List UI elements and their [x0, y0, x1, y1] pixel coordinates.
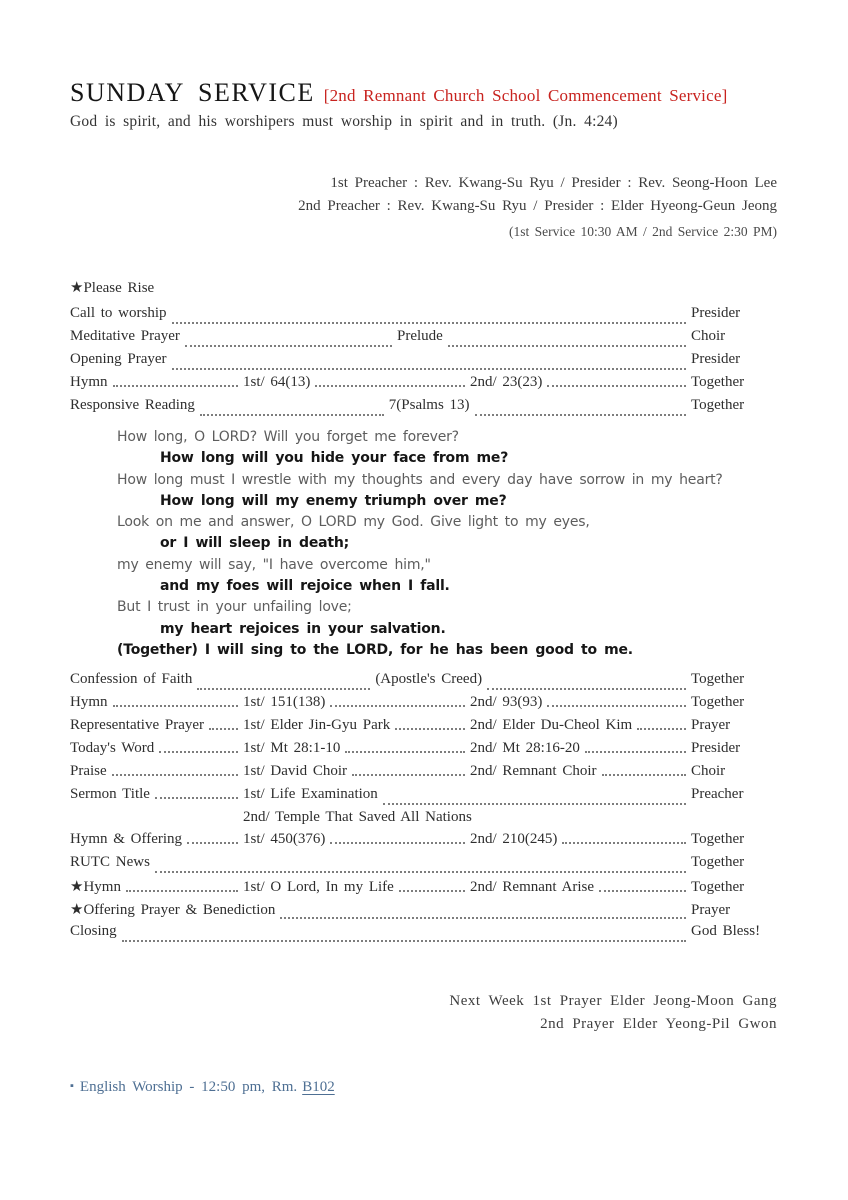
responsive-reading-text — [117, 427, 777, 661]
order-row-hymn-1 — [70, 374, 777, 397]
dot-leader — [172, 368, 686, 370]
order-first-service-detail: 1st/ Elder Jin-Gyu Park — [243, 717, 391, 734]
order-assignee: Together — [691, 694, 745, 711]
dot-leader — [155, 797, 238, 799]
order-first-service-detail: 1st/ Life Examination — [243, 786, 378, 803]
page-title: SUNDAY SERVICE — [70, 78, 315, 107]
dot-leader — [330, 842, 465, 844]
header — [70, 78, 777, 108]
reading-line: How long, O LORD? Will you forget me forever? — [117, 429, 459, 445]
sermon-title-second-service: 2nd/ Temple That Saved All Nations — [243, 809, 472, 826]
dot-leader — [172, 322, 687, 324]
order-second-service-detail: 2nd/ Elder Du-Cheol Kim — [470, 717, 633, 734]
order-assignee: Prayer — [691, 717, 731, 734]
order-assignee: Choir — [691, 763, 726, 780]
next-week-second-prayer: 2nd Prayer Elder Yeong-Pil Gwon — [540, 1016, 777, 1033]
preacher-line-2nd: 2nd Preacher : Rev. Kwang-Su Ryu / Presider : Elder Hyeong-Geun Jeong — [298, 198, 777, 214]
order-second-service-detail: 2nd/ Remnant Choir — [470, 763, 597, 780]
order-first-service-detail: 1st/ 151(138) — [243, 694, 326, 711]
dot-leader — [330, 705, 465, 707]
order-row-confession-of-faith — [70, 671, 777, 694]
order-assignee: Together — [691, 831, 745, 848]
order-second-service-detail: 2nd/ 23(23) — [470, 374, 543, 390]
please-rise-note: ★Please Rise — [70, 280, 155, 296]
order-row-sermon-title — [70, 786, 777, 809]
order-label: ★Offering Prayer & Benediction — [70, 902, 276, 919]
order-assignee: Presider — [691, 740, 741, 757]
dot-leader — [562, 842, 686, 844]
dot-leader — [547, 385, 686, 387]
order-row-closing-hymn — [70, 877, 777, 900]
order-label: Praise — [70, 763, 107, 780]
dot-leader — [475, 414, 686, 416]
dot-leader — [585, 751, 686, 753]
order-assignee: Together — [691, 671, 745, 688]
dot-leader — [159, 751, 238, 753]
order-label: Closing — [70, 923, 117, 940]
english-worship-room: B102 — [302, 1079, 335, 1096]
reading-line: But I trust in your unfailing love; — [117, 599, 352, 616]
order-label: Responsive Reading — [70, 397, 195, 413]
dot-leader — [547, 705, 686, 707]
dot-leader — [315, 385, 465, 387]
dot-leader — [187, 842, 238, 844]
dot-leader — [345, 751, 465, 753]
order-row-call-to-worship — [70, 305, 777, 328]
order-label: Representative Prayer — [70, 717, 205, 734]
dot-leader — [602, 774, 687, 776]
reading-line: How long must I wrestle with my thoughts and every day have sorrow in my heart? — [117, 471, 723, 488]
dot-leader — [280, 917, 686, 919]
order-first-service-detail: 1st/ 450(376) — [243, 831, 326, 848]
order-assignee: God Bless! — [691, 923, 761, 940]
order-detail: (Apostle's Creed) — [375, 671, 483, 688]
order-first-service-detail: 1st/ 64(13) — [243, 374, 311, 390]
order-row-hymn-2 — [70, 694, 777, 717]
order-row-representative-prayer — [70, 717, 777, 740]
order-assignee: Choir — [691, 328, 726, 344]
reading-line-response: or I will sleep in death; — [160, 535, 350, 552]
scripture-subtitle: God is spirit, and his worshipers must worship in spirit and in truth. (Jn. 4:24) — [70, 113, 618, 130]
order-second-service-detail: 2nd/ 93(93) — [470, 694, 543, 711]
dot-leader — [197, 688, 370, 690]
order-assignee: Presider — [691, 305, 741, 321]
order-row-opening-prayer — [70, 351, 777, 374]
order-label: Hymn & Offering — [70, 831, 183, 848]
reading-line-response: and my foes will rejoice when I fall. — [160, 578, 450, 595]
order-row-responsive-reading — [70, 397, 777, 420]
order-detail: Prelude — [397, 328, 443, 344]
order-assignee: Together — [691, 854, 745, 871]
order-row-praise — [70, 763, 777, 786]
dot-leader — [126, 890, 238, 892]
dot-leader — [113, 705, 239, 707]
order-assignee: Presider — [691, 351, 741, 367]
bullet-icon: ▪ — [70, 1080, 74, 1093]
dot-leader — [395, 728, 465, 730]
dot-leader — [383, 803, 686, 805]
order-row-hymn-offering — [70, 831, 777, 854]
order-assignee: Together — [691, 374, 745, 390]
reading-line-response: my heart rejoices in your salvation. — [160, 620, 446, 637]
order-assignee: Together — [691, 397, 745, 413]
service-times: (1st Service 10:30 AM / 2nd Service 2:30 PM) — [509, 224, 777, 239]
dot-leader — [399, 890, 465, 892]
page-title-tag: [2nd Remnant Church School Commencement Service] — [323, 86, 728, 105]
reading-line: Look on me and answer, O LORD my God. Give light to my eyes, — [117, 514, 590, 531]
english-worship-note — [70, 1079, 777, 1096]
dot-leader — [113, 385, 239, 387]
order-label: RUTC News — [70, 854, 150, 871]
order-detail: 7(Psalms 13) — [388, 397, 470, 413]
dot-leader — [637, 728, 686, 730]
order-row-todays-word — [70, 740, 777, 763]
order-assignee: Preacher — [691, 786, 744, 803]
order-first-service-detail: 1st/ David Choir — [243, 763, 347, 780]
reading-line-response: How long will you hide your face from me? — [160, 450, 509, 467]
order-assignee: Prayer — [691, 902, 731, 919]
order-label: Opening Prayer — [70, 351, 167, 367]
order-second-service-detail: 2nd/ Mt 28:16-20 — [470, 740, 580, 757]
next-week-block — [70, 990, 777, 1036]
order-row-rutc-news — [70, 854, 777, 877]
dot-leader — [155, 871, 686, 873]
preacher-line-1st: 1st Preacher : Rev. Kwang-Su Ryu / Presider : Rev. Seong-Hoon Lee — [330, 175, 777, 191]
order-label: Confession of Faith — [70, 671, 193, 688]
next-week-first-prayer: Next Week 1st Prayer Elder Jeong-Moon Gang — [449, 993, 777, 1010]
dot-leader — [185, 345, 392, 347]
dot-leader — [448, 345, 686, 347]
reading-line-together: (Together) I will sing to the LORD, for he has been good to me. — [117, 641, 633, 658]
preacher-block — [70, 172, 777, 243]
order-first-service-detail: 1st/ Mt 28:1-10 — [243, 740, 341, 757]
dot-leader — [352, 774, 465, 776]
order-row-closing — [70, 923, 777, 946]
order-label: Hymn — [70, 374, 108, 390]
order-first-service-detail: 1st/ O Lord, In my Life — [243, 879, 394, 896]
order-label: Sermon Title — [70, 786, 150, 803]
reading-line-response: How long will my enemy triumph over me? — [160, 492, 507, 509]
order-row-meditative-prayer — [70, 328, 777, 351]
dot-leader — [122, 940, 686, 942]
order-second-service-detail: 2nd/ 210(245) — [470, 831, 558, 848]
order-label: ★Hymn — [70, 879, 121, 896]
dot-leader — [200, 414, 384, 416]
order-label: Call to worship — [70, 305, 167, 321]
order-row-offering-prayer-benediction — [70, 900, 777, 923]
order-label: Today's Word — [70, 740, 155, 757]
order-of-service — [70, 278, 777, 946]
order-assignee: Together — [691, 879, 745, 896]
dot-leader — [487, 688, 686, 690]
dot-leader — [599, 890, 686, 892]
order-label: Hymn — [70, 694, 108, 711]
dot-leader — [209, 728, 238, 730]
order-second-service-detail: 2nd/ Remnant Arise — [470, 879, 594, 896]
english-worship-text: English Worship - 12:50 pm, Rm. — [79, 1079, 298, 1096]
reading-line: my enemy will say, "I have overcome him," — [117, 556, 431, 573]
dot-leader — [112, 774, 238, 776]
order-label: Meditative Prayer — [70, 328, 180, 344]
